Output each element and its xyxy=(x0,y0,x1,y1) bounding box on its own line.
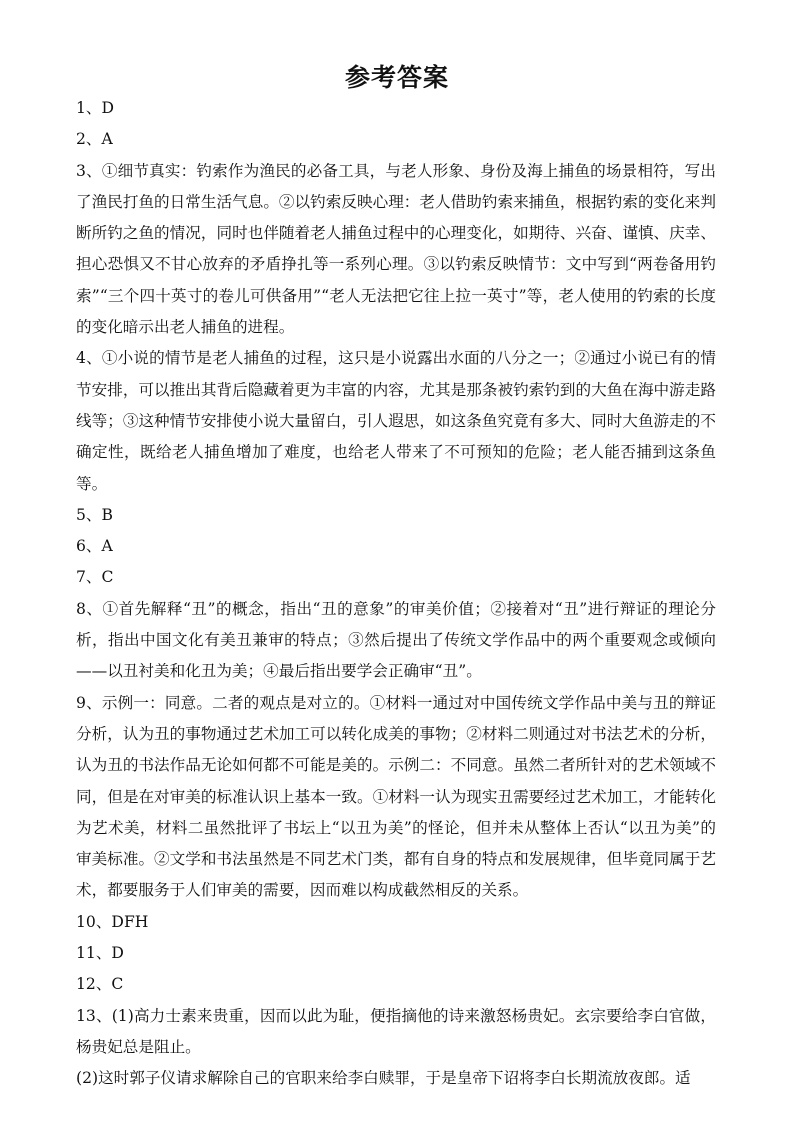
answer-item-13-part-1: 13、(1)高力士素来贵重，因而以此为耻，便指摘他的诗来激怒杨贵妃。玄宗要给李白官做，杨贵妃总是阻止。 xyxy=(76,1006,716,1056)
answer-item-6: 6、A xyxy=(76,537,113,556)
answer-item-13-part-2: (2)这时郭子仪请求解除自己的官职来给李白赎罪，于是皇帝下诏将李白长期流放夜郎。适 xyxy=(76,1069,691,1088)
answer-item-8: 8、①首先解释“丑”的概念，指出“丑的意象”的审美价值；②接着对“丑”进行辩证的理论分析，指出中国文化有美丑兼审的特点；③然后提出了传统文学作品中的两个重要观念或倾向——以丑衬美和化丑为美；④最后指出要学会正确审“丑”。 xyxy=(76,599,716,681)
answer-item-1: 1、D xyxy=(76,99,115,117)
answer-item-2: 2、A xyxy=(76,130,113,149)
answer-item-9: 9、示例一：同意。二者的观点是对立的。①材料一通过对中国传统文学作品中美与丑的辩证分析，认为丑的事物通过艺术加工可以转化成美的事物；②材料二则通过对书法艺术的分析，认为丑的书法作品无论如何都不可能是美的。示例二：不同意。虽然二者所针对的艺术领域不同，但是在对审美的标准认识上基本一致。①材料一认为现实丑需要经过艺术加工，才能转化为艺术美，材料二虽然批评了书坛上“以丑为美”的怪论，但并未从整体上否认“以丑为美”的审美标准。②文学和书法虽然是不同艺术门类，都有自身的特点和发展规律，但毕竟同属于艺术，都要服务于人们审美的需要，因而难以构成截然相反的关系。 xyxy=(76,693,716,900)
answer-item-7: 7、C xyxy=(76,568,114,587)
answer-item-11: 11、D xyxy=(76,944,124,963)
answer-list xyxy=(76,93,716,1095)
answer-item-3: 3、①细节真实：钓索作为渔民的必备工具，与老人形象、身份及海上捕鱼的场景相符，写出了渔民打鱼的日常生活气息。②以钓索反映心理：老人借助钓索来捕鱼，根据钓索的变化来判断所钓之鱼的情况，同时也伴随着老人捕鱼过程中的心理变化，如期待、兴奋、谨慎、庆幸、担心恐惧又不甘心放弃的矛盾挣扎等一系列心理。③以钓索反映情节：文中写到“两卷备用钓索”“三个四十英寸的卷儿可供备用”“老人无法把它往上拉一英寸”等，老人使用的钓索的长度的变化暗示出老人捕鱼的进程。 xyxy=(76,161,716,337)
answer-item-10: 10、DFH xyxy=(76,912,149,931)
page-title: 参考答案 xyxy=(344,63,449,92)
answer-item-12: 12、C xyxy=(76,975,124,994)
answer-item-5: 5、B xyxy=(76,505,113,524)
answer-item-4: 4、①小说的情节是老人捕鱼的过程，这只是小说露出水面的八分之一；②通过小说已有的情节安排，可以推出其背后隐藏着更为丰富的内容，尤其是那条被钓索钓到的大鱼在海中游走路线等；③这种情节安排使小说大量留白，引人遐思，如这条鱼究竟有多大、同时大鱼游走的不确定性，既给老人捕鱼增加了难度，也给老人带来了不可预知的危险；老人能否捕到这条鱼等。 xyxy=(76,349,716,493)
